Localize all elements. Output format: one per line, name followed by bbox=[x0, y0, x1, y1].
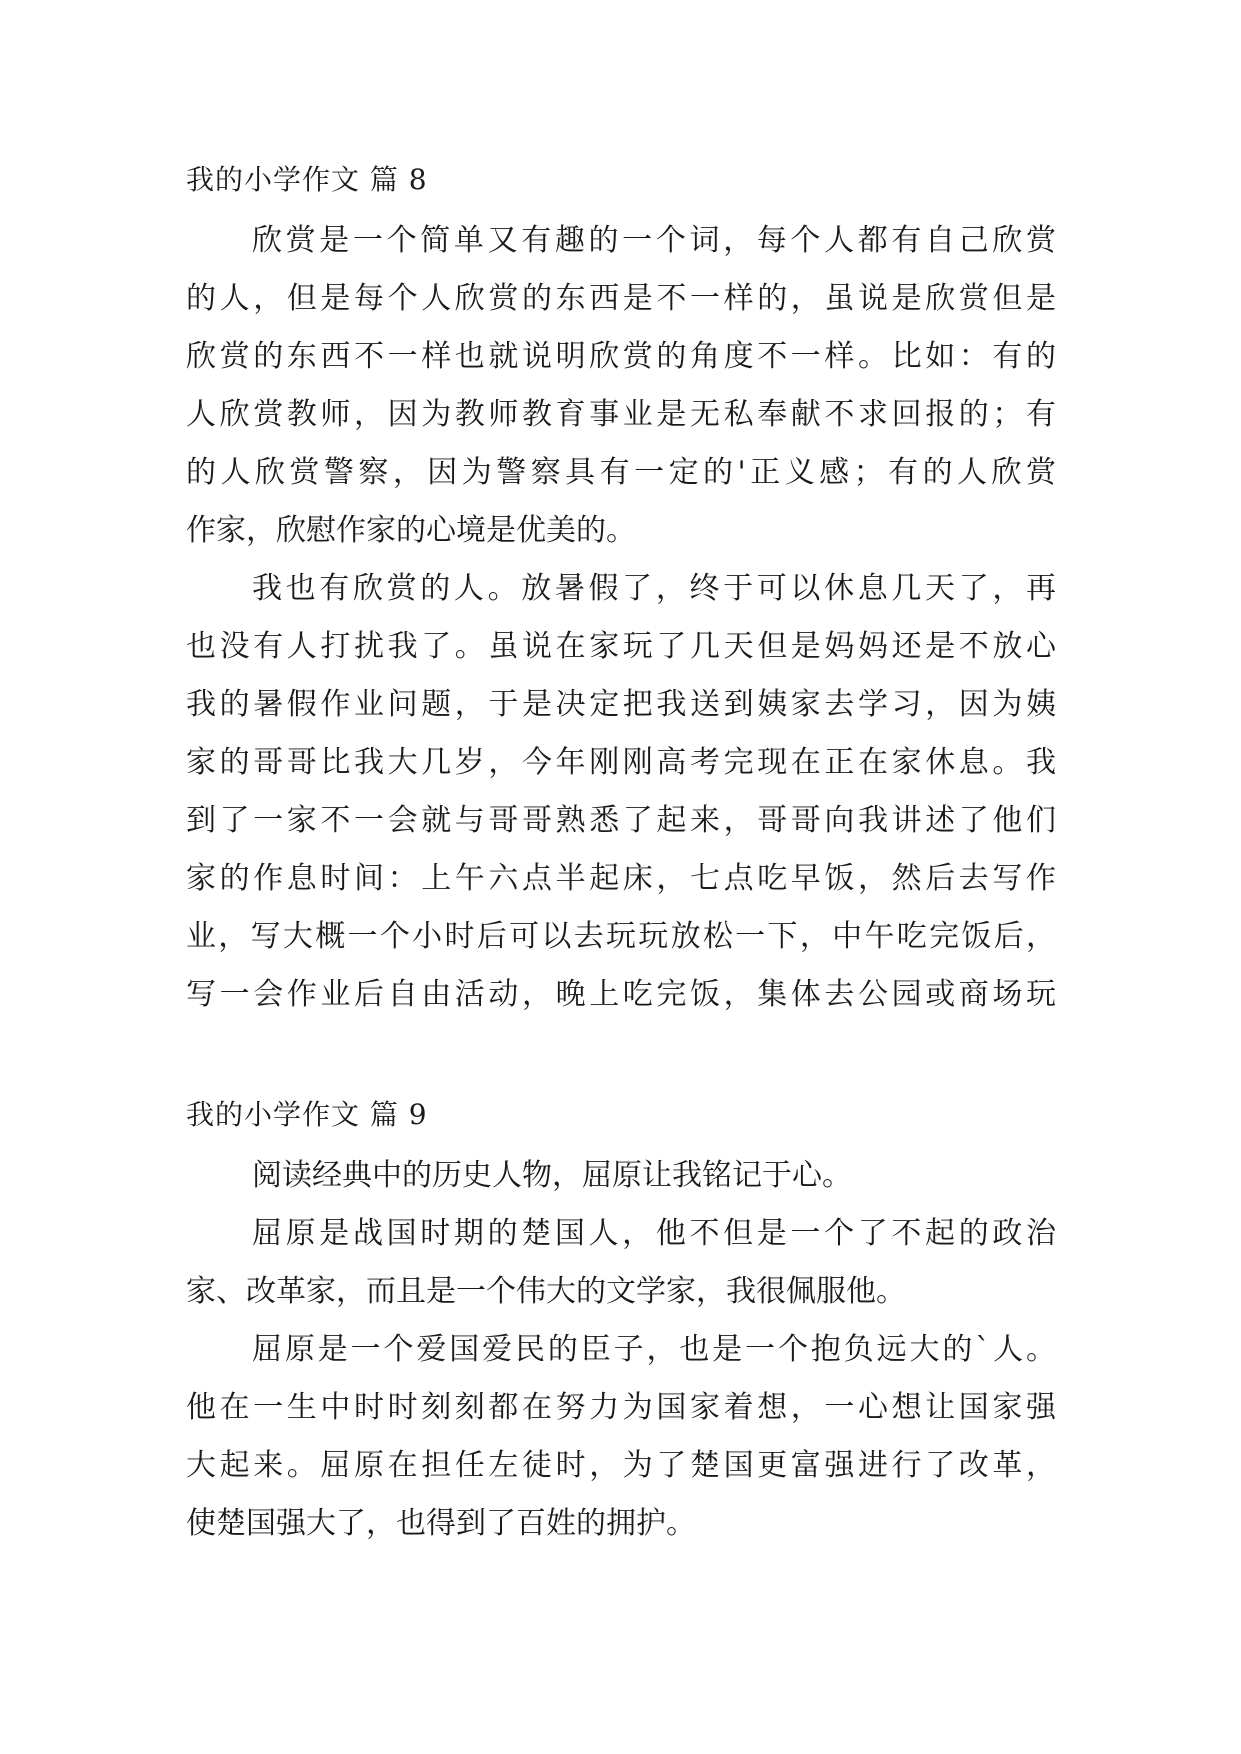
text-line: 使楚国强大了，也得到了百姓的拥护。 bbox=[186, 1506, 696, 1541]
text-line: 业，写大概一个小时后可以去玩玩放松一下，中午吃完饭后， bbox=[186, 919, 1056, 954]
text-line: 作家，欣慰作家的心境是优美的。 bbox=[186, 513, 636, 548]
section-heading: 我的小学作文 篇 8 bbox=[186, 163, 428, 196]
text-line: 屈原是战国时期的楚国人，他不但是一个了不起的政治 bbox=[252, 1216, 1056, 1251]
paragraph bbox=[186, 212, 1056, 560]
text-line: 写一会作业后自由活动，晚上吃完饭，集体去公园或商场玩 bbox=[186, 977, 1056, 1012]
text-line: 他在一生中时时刻刻都在努力为国家着想，一心想让国家强 bbox=[186, 1390, 1056, 1425]
text-line: 家、改革家，而且是一个伟大的文学家，我很佩服他。 bbox=[186, 1274, 906, 1309]
text-line: 欣赏的东西不一样也就说明欣赏的角度不一样。比如：有的 bbox=[186, 339, 1056, 374]
text-line: 家的哥哥比我大几岁，今年刚刚高考完现在正在家休息。我 bbox=[186, 745, 1056, 780]
text-line: 的人，但是每个人欣赏的东西是不一样的，虽说是欣赏但是 bbox=[186, 281, 1056, 316]
text-line: 我的暑假作业问题，于是决定把我送到姨家去学习，因为姨 bbox=[186, 687, 1056, 722]
text-line: 大起来。屈原在担任左徒时，为了楚国更富强进行了改革， bbox=[186, 1448, 1056, 1483]
paragraph bbox=[186, 1205, 1056, 1321]
text-line: 欣赏是一个简单又有趣的一个词，每个人都有自己欣赏 bbox=[252, 223, 1056, 258]
essay-section-8 bbox=[186, 160, 1056, 1024]
paragraph bbox=[186, 1321, 1056, 1553]
text-line: 我也有欣赏的人。放暑假了，终于可以休息几天了，再 bbox=[252, 571, 1056, 606]
text-line: 的人欣赏警察，因为警察具有一定的'正义感；有的人欣赏 bbox=[186, 455, 1056, 490]
paragraph bbox=[186, 560, 1056, 1024]
text-line: 屈原是一个爱国爱民的臣子，也是一个抱负远大的`人。 bbox=[252, 1332, 1056, 1367]
paragraph bbox=[186, 1147, 1056, 1205]
text-line: 人欣赏教师，因为教师教育事业是无私奉献不求回报的；有 bbox=[186, 397, 1056, 432]
text-line: 到了一家不一会就与哥哥熟悉了起来，哥哥向我讲述了他们 bbox=[186, 803, 1056, 838]
section-heading: 我的小学作文 篇 9 bbox=[186, 1098, 428, 1131]
text-line: 阅读经典中的历史人物，屈原让我铭记于心。 bbox=[252, 1158, 852, 1193]
essay-section-9 bbox=[186, 1095, 1056, 1553]
text-line: 家的作息时间：上午六点半起床，七点吃早饭，然后去写作 bbox=[186, 861, 1056, 896]
text-line: 也没有人打扰我了。虽说在家玩了几天但是妈妈还是不放心 bbox=[186, 629, 1056, 664]
